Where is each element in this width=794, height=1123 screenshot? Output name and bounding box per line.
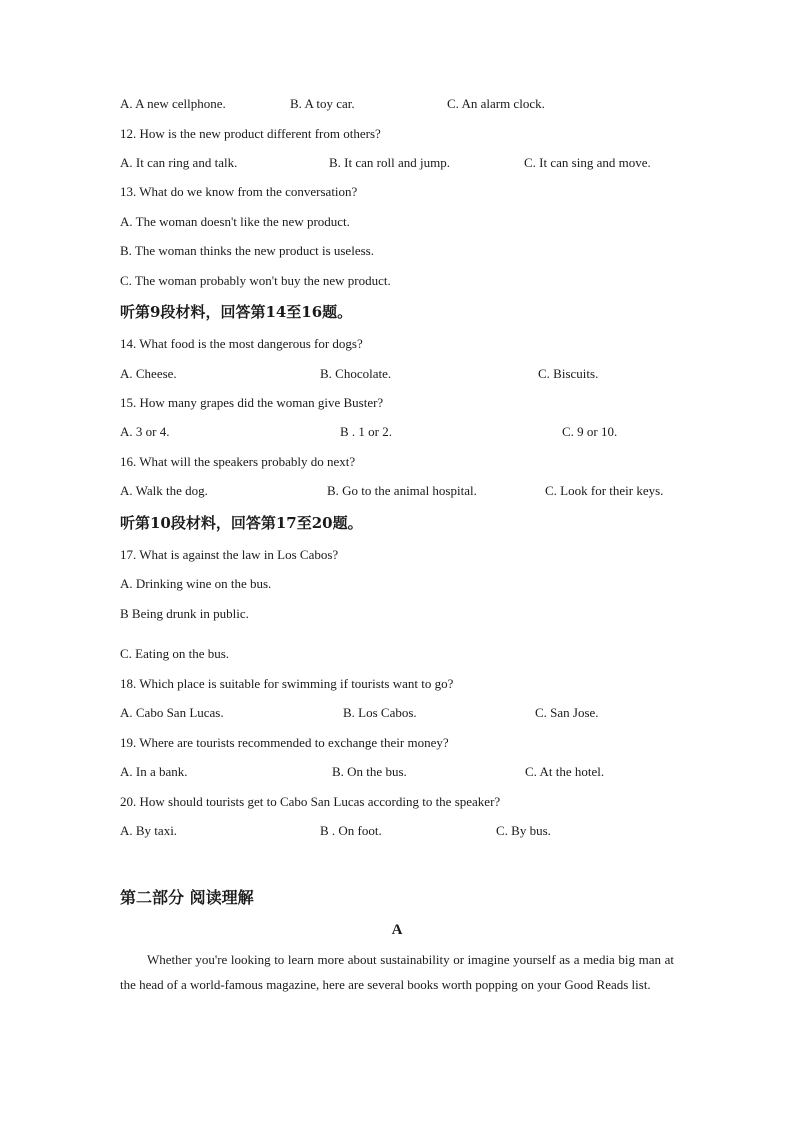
q20-option-a: A. By taxi. — [120, 823, 178, 838]
q18-question: 18. Which place is suitable for swimming if tourists want to go? — [120, 676, 454, 691]
q13-question: 13. What do we know from the conversation? — [120, 184, 358, 199]
q15-option-b: B . 1 or 2. — [340, 424, 392, 439]
q12-option-b: B. It can roll and jump. — [329, 155, 450, 170]
q12-option-c: C. It can sing and move. — [524, 155, 651, 170]
q13-option-a: A. The woman doesn't like the new product. — [120, 214, 350, 229]
q11-option-b: B. A toy car. — [290, 96, 355, 111]
q15-question: 15. How many grapes did the woman give Buster? — [120, 395, 384, 410]
q13-option-c: C. The woman probably won't buy the new product. — [120, 273, 391, 288]
q20-question: 20. How should tourists get to Cabo San Lucas according to the speaker? — [120, 794, 501, 809]
passage-letter: A — [391, 922, 403, 938]
q16-question: 16. What will the speakers probably do next? — [120, 454, 356, 469]
q19-option-b: B. On the bus. — [332, 764, 407, 779]
q14-option-b: B. Chocolate. — [320, 366, 392, 381]
q17-option-c: C. Eating on the bus. — [120, 646, 230, 661]
q18-option-b: B. Los Cabos. — [343, 705, 417, 720]
q18-option-c: C. San Jose. — [535, 705, 599, 720]
q16-option-b: B. Go to the animal hospital. — [327, 483, 477, 498]
q15-option-c: C. 9 or 10. — [562, 424, 618, 439]
q19-option-a: A. In a bank. — [120, 764, 188, 779]
q16-option-c: C. Look for their keys. — [545, 483, 664, 498]
q14-option-c: C. Biscuits. — [538, 366, 599, 381]
q11-option-a: A. A new cellphone. — [120, 96, 226, 111]
q15-option-a: A. 3 or 4. — [120, 424, 170, 439]
section-heading-10: 听第10段材料，回答第17至20题。 — [120, 514, 363, 532]
q16-option-a: A. Walk the dog. — [120, 483, 208, 498]
q20-option-b: B . On foot. — [320, 823, 382, 838]
q17-option-a: A. Drinking wine on the bus. — [120, 576, 272, 591]
q12-option-a: A. It can ring and talk. — [120, 155, 238, 170]
q14-option-a: A. Cheese. — [120, 366, 177, 381]
q13-option-b: B. The woman thinks the new product is useless. — [120, 243, 374, 258]
q18-option-a: A. Cabo San Lucas. — [120, 705, 224, 720]
q19-question: 19. Where are tourists recommended to exchange their money? — [120, 735, 449, 750]
part2-title: 第二部分 阅读理解 — [120, 888, 254, 907]
section-heading-9: 听第9段材料，回答第14至16题。 — [120, 303, 353, 321]
q20-option-c: C. By bus. — [496, 823, 551, 838]
q14-question: 14. What food is the most dangerous for dogs? — [120, 336, 363, 351]
q12-question: 12. How is the new product different from others? — [120, 126, 381, 141]
q11-option-c: C. An alarm clock. — [447, 96, 545, 111]
q17-question: 17. What is against the law in Los Cabos? — [120, 547, 339, 562]
q19-option-c: C. At the hotel. — [525, 764, 605, 779]
passage-paragraph: Whether you're looking to learn more about sustainability or imagine yourself as a media big man at the head of a world-famous magazine, here are several books worth popping on your Good Reads list. — [120, 952, 674, 992]
q17-option-b: B Being drunk in public. — [120, 606, 249, 621]
